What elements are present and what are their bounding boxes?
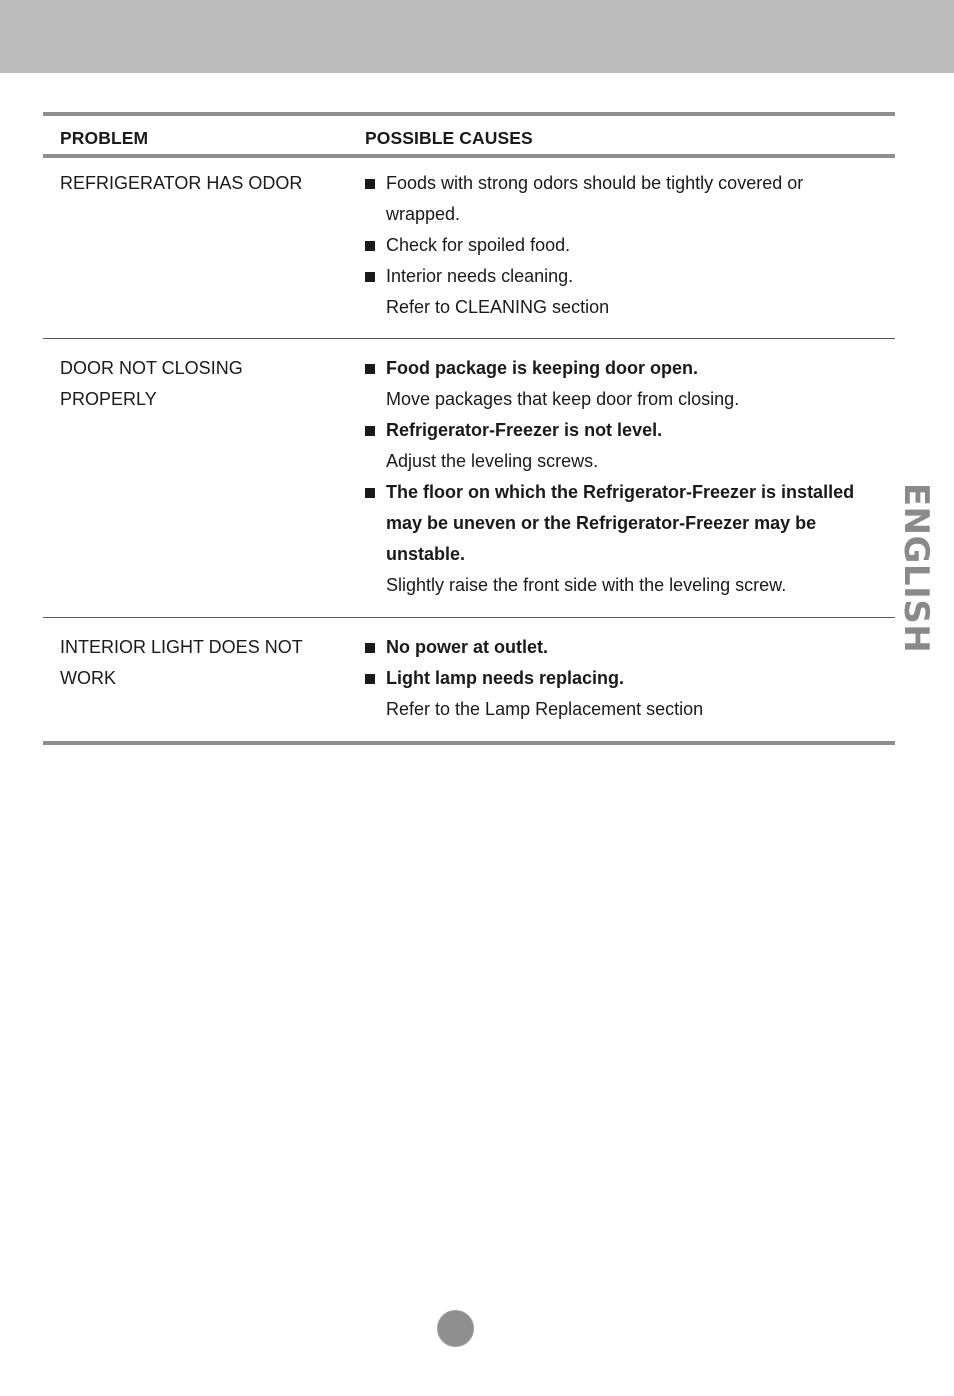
cause-remedy: Refer to CLEANING section	[386, 297, 610, 317]
problem-line: PROPERLY	[60, 389, 157, 409]
table-bottom-rule	[43, 741, 895, 745]
cause-line: The floor on which the Refrigerator-Freezer is installed	[386, 482, 855, 502]
problem-line: WORK	[60, 668, 116, 688]
problem-cell	[60, 632, 340, 694]
cause-remedy: Move packages that keep door from closing.	[386, 389, 740, 409]
cause-item	[365, 261, 895, 323]
square-bullet-icon	[365, 241, 375, 251]
language-tab	[896, 482, 936, 654]
header-problem: PROBLEM	[60, 128, 149, 148]
cause-item	[365, 230, 895, 261]
cause-line: unstable.	[386, 544, 466, 564]
cause-remedy: Adjust the leveling screws.	[386, 451, 599, 471]
cause-item	[365, 477, 895, 601]
problem-line: DOOR NOT CLOSING	[60, 358, 243, 378]
cause-line: wrapped.	[386, 204, 461, 224]
cause-line: Check for spoiled food.	[386, 235, 571, 255]
table-row-door	[43, 339, 895, 617]
square-bullet-icon	[365, 488, 375, 498]
square-bullet-icon	[365, 272, 375, 282]
cause-remedy: Slightly raise the front side with the leveling screw.	[386, 575, 787, 595]
problem-line: INTERIOR LIGHT DOES NOT	[60, 637, 303, 657]
square-bullet-icon	[365, 643, 375, 653]
cause-line: No power at outlet.	[386, 637, 548, 657]
troubleshooting-table	[43, 112, 895, 745]
problem-cell	[60, 353, 340, 415]
square-bullet-icon	[365, 364, 375, 374]
top-header-band	[0, 0, 954, 73]
cause-line: Food package is keeping door open.	[386, 358, 699, 378]
cause-item	[365, 168, 895, 230]
cause-line: Light lamp needs replacing.	[386, 668, 625, 688]
table-row-light	[43, 618, 895, 741]
header-possible-causes: POSSIBLE CAUSES	[365, 128, 533, 148]
causes-cell	[365, 632, 895, 725]
cause-item	[365, 663, 895, 725]
cause-item	[365, 353, 895, 415]
problem-cell	[60, 168, 340, 199]
cause-remedy: Refer to the Lamp Replacement section	[386, 699, 704, 719]
problem-line: REFRIGERATOR HAS ODOR	[60, 173, 303, 193]
causes-cell	[365, 168, 895, 323]
language-label: ENGLISH	[896, 482, 936, 654]
cause-line: may be uneven or the Refrigerator-Freezer may be	[386, 513, 817, 533]
square-bullet-icon	[365, 179, 375, 189]
square-bullet-icon	[365, 426, 375, 436]
cause-line: Interior needs cleaning.	[386, 266, 574, 286]
table-header	[43, 116, 895, 154]
table-row-odor	[43, 158, 895, 338]
square-bullet-icon	[365, 674, 375, 684]
causes-cell	[365, 353, 895, 601]
cause-line: Foods with strong odors should be tightly covered or	[386, 173, 804, 193]
cause-item	[365, 632, 895, 663]
cause-item	[365, 415, 895, 477]
cause-line: Refrigerator-Freezer is not level.	[386, 420, 663, 440]
page-number-dot	[437, 1310, 474, 1347]
